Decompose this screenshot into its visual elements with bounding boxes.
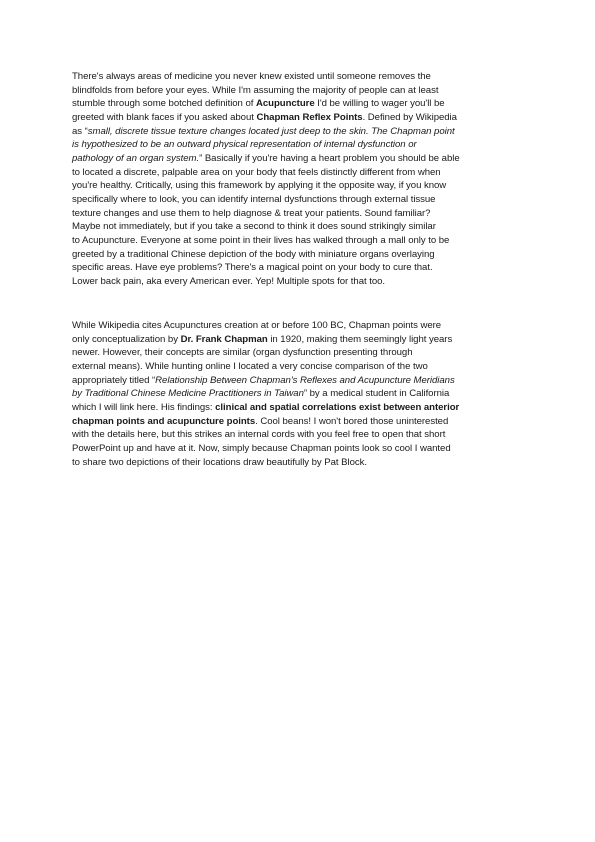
- bold-text: Dr. Frank Chapman: [180, 333, 268, 345]
- text-segment: ” by a medical student in California: [303, 388, 450, 400]
- paragraph-chapman-comparison: [72, 319, 532, 469]
- text-segment: you're healthy. Critically, using this framework by applying it the opposite way, if you know: [72, 180, 447, 192]
- text-line: [72, 261, 532, 275]
- text-line: [72, 70, 532, 84]
- text-segment: only conceptualization by: [72, 333, 181, 345]
- italic-text: pathology of an organ system.: [72, 152, 200, 164]
- text-line: [72, 387, 532, 401]
- text-segment: to Acupuncture. Everyone at some point in their lives has walked through a mall only to be: [72, 234, 450, 246]
- text-segment: external means). While hunting online I located a very concise comparison of the two: [72, 360, 428, 372]
- text-segment: stumble through some botched definition of: [72, 98, 256, 110]
- text-line: [72, 220, 532, 234]
- bold-text: Acupuncture: [255, 98, 315, 110]
- text-line: [72, 125, 532, 139]
- text-line: [72, 207, 532, 221]
- text-line: [72, 428, 532, 442]
- text-segment: specific areas. Have eye problems? There's a magical point on your body to cure that.: [72, 262, 433, 274]
- text-segment: newer. However, their concepts are similar (organ dysfunction presenting through: [72, 347, 413, 359]
- text-line: [72, 319, 532, 333]
- bold-text: chapman points and acupuncture points: [72, 415, 256, 427]
- text-segment: greeted with blank faces if you asked about: [72, 111, 257, 123]
- text-segment: to share two depictions of their locations draw beautifully by Pat Block.: [72, 456, 367, 468]
- text-segment: ” Basically if you're having a heart problem you should be able: [199, 152, 460, 164]
- text-segment: as “: [72, 125, 88, 137]
- text-segment: specifically where to look, you can identify internal dysfunctions through external tissue: [72, 193, 436, 205]
- text-segment: texture changes and use them to help diagnose & treat your patients. Sound familiar?: [72, 207, 431, 219]
- paragraph-chapman-intro: [72, 70, 532, 289]
- italic-text: by Traditional Chinese Medicine Practitioners in Taiwan: [72, 388, 304, 400]
- italic-text: Relationship Between Chapman's Reflexes and Acupuncture Meridians: [155, 374, 455, 386]
- text-segment: to located a discrete, palpable area on your body that feels distinctly different from when: [72, 166, 441, 178]
- text-line: [72, 234, 532, 248]
- text-line: [72, 275, 532, 289]
- text-line: [72, 111, 532, 125]
- text-line: [72, 401, 532, 415]
- text-segment: which I will link here. His findings:: [72, 401, 216, 413]
- text-line: [72, 333, 532, 347]
- text-segment: PowerPoint up and have at it. Now, simply because Chapman points look so cool I wanted: [72, 442, 451, 454]
- text-line: [72, 456, 532, 470]
- text-line: [72, 374, 532, 388]
- text-line: [72, 248, 532, 262]
- text-line: [72, 138, 532, 152]
- italic-text: small, discrete tissue texture changes located just deep to the skin. The Chapman point: [87, 125, 455, 137]
- text-segment: There's always areas of medicine you never knew existed until someone removes the: [72, 71, 431, 82]
- text-line: [72, 152, 532, 166]
- text-segment: greeted by a traditional Chinese depiction of the body with miniature organs overlaying: [72, 248, 435, 260]
- text-line: [72, 415, 532, 429]
- text-segment: appropriately titled “: [72, 374, 156, 386]
- text-segment: Lower back pain, aka every American ever. Yep! Multiple spots for that too.: [72, 275, 386, 287]
- text-line: [72, 442, 532, 456]
- text-line: [72, 84, 532, 98]
- text-line: [72, 179, 532, 193]
- italic-text: is hypothesized to be an outward physical representation of internal dysfunction or: [72, 139, 417, 151]
- text-segment: . Defined by Wikipedia: [362, 111, 457, 123]
- bold-text: clinical and spatial correlations exist between anterior: [215, 401, 460, 413]
- bold-text: Chapman Reflex Points: [256, 111, 363, 123]
- text-line: [72, 360, 532, 374]
- text-segment: in 1920, making them seemingly light years: [267, 333, 453, 345]
- text-segment: While Wikipedia cites Acupunctures creation at or before 100 BC, Chapman points were: [72, 320, 442, 331]
- text-segment: I'd be willing to wager you'll be: [314, 98, 445, 110]
- text-line: [72, 193, 532, 207]
- text-line: [72, 346, 532, 360]
- text-segment: Maybe not immediately, but if you take a second to think it does sound strikingly similar: [72, 221, 436, 233]
- text-line: [72, 166, 532, 180]
- text-segment: with the details here, but this strikes an internal cords with you feel free to open that short: [72, 429, 446, 441]
- text-segment: . Cool beans! I won't bored those uninterested: [255, 415, 449, 427]
- text-segment: blindfolds from before your eyes. While I'm assuming the majority of people can at least: [72, 84, 439, 96]
- text-line: [72, 97, 532, 111]
